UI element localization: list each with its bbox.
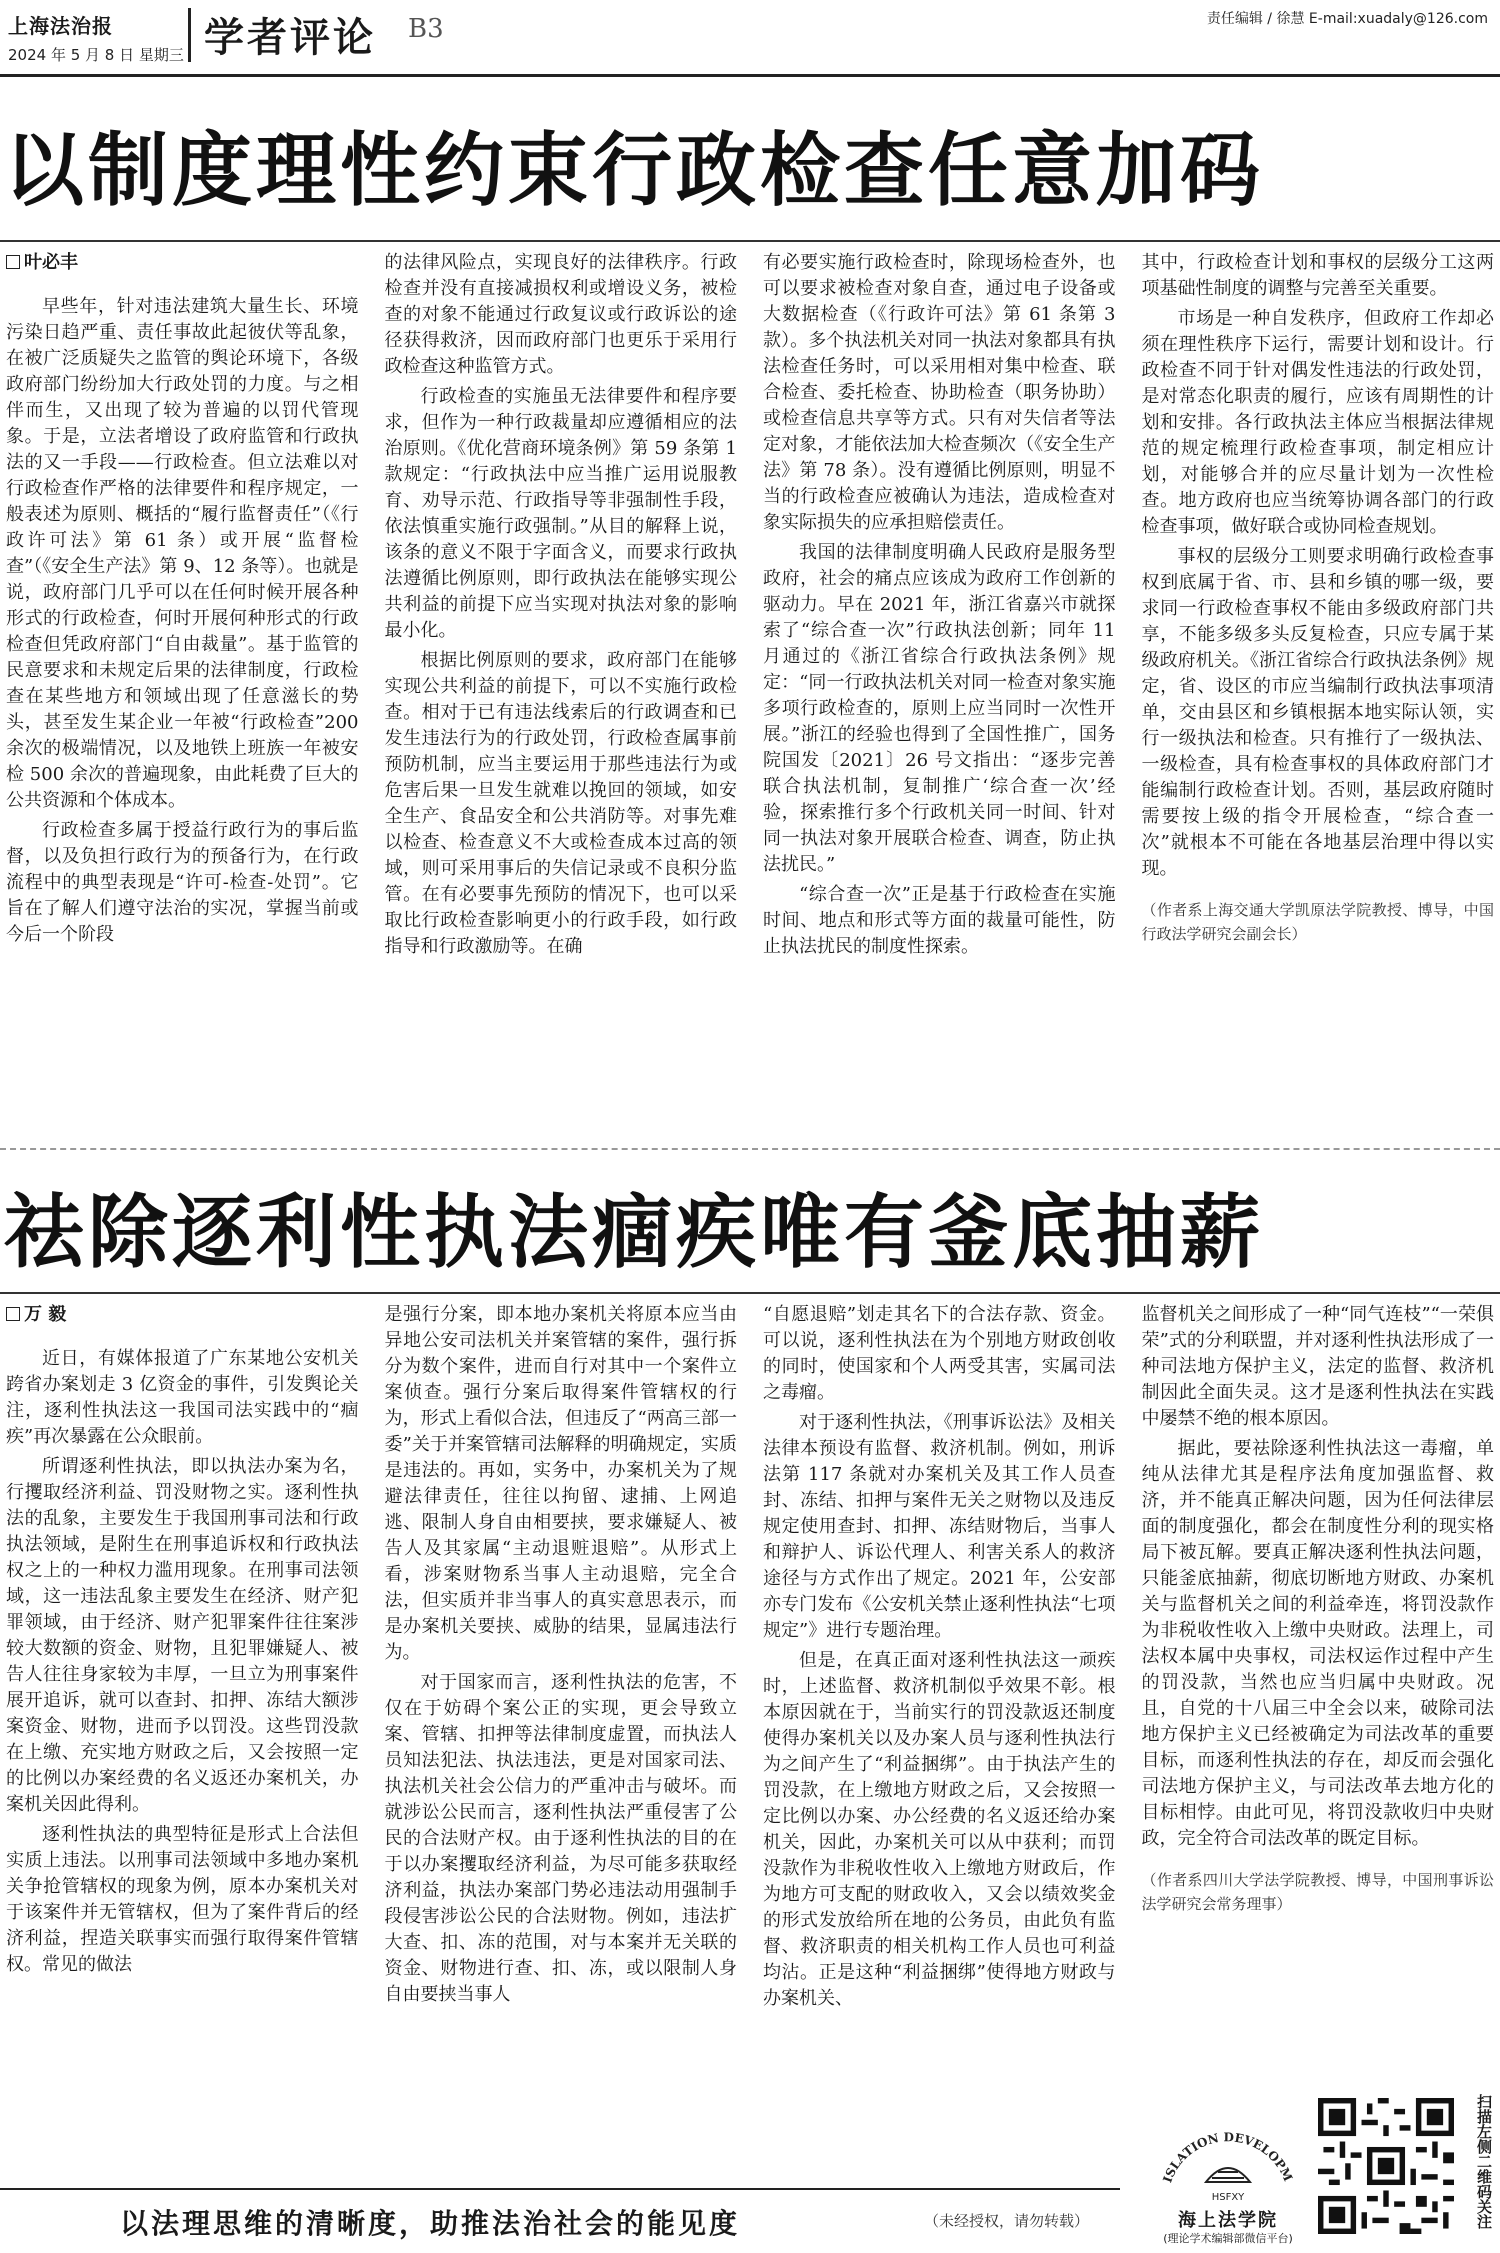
article-2-column-3 bbox=[763, 1302, 1116, 2172]
paragraph: 对于国家而言，逐利性执法的危害，不仅在于妨碍个案公正的实现，更会导致立案、管辖、扣押等法律制度虚置，而执法人员知法犯法、执法违法，更是对国家司法、执法机关社会公信力的严重冲击与破坏。而就涉讼公民而言，逐利性执法严重侵害了公民的合法财产权。由于逐利性执法的目的在于以办案攫取经济利益，为尽可能多获取经济利益，执法办案部门势必违法动用强制手段侵害涉讼公民的合法财物。例如，违法扩大查、扣、冻的范围，对与本案并无关联的资金、财物进行查、扣、冻，或以限制人身自由要挟当事人 bbox=[384, 1672, 737, 2005]
brand-name: 海上法学院 bbox=[1178, 2210, 1278, 2231]
article-1-column-3 bbox=[763, 250, 1116, 1150]
page-number: B3 bbox=[408, 14, 444, 44]
article-2-column-2 bbox=[385, 1302, 738, 2172]
paragraph: 行政检查多属于授益行政行为的事后监督，以及负担行政行为的预备行为，在行政流程中的典型表现是“许可-检查-处罚”。它旨在了解人们遵守法治的实况，掌握当前或今后一个阶段 bbox=[6, 820, 359, 945]
paragraph: 监督机关之间形成了一种“同气连枝”“一荣俱荣”式的分利联盟，并对逐利性执法形成了一种司法地方保护主义，法定的监督、救济机制因此全面失灵。这才是逐利性执法在实践中屡禁不绝的根本原因。 bbox=[1141, 1304, 1494, 1429]
paragraph: 据此，要祛除逐利性执法这一毒瘤，单纯从法律尤其是程序法角度加强监督、救济，并不能真正解决问题，因为任何法律层面的制度强化，都会在制度性分利的现实格局下被瓦解。要真正解决逐利性执法问题，只能釜底抽薪，彻底切断地方财政、办案机关与监督机关之间的利益牵连，将罚没款作为非税收性收入上缴中央财政。法理上，司法权本属中央事权，司法权运作过程中产生的罚没款，当然也应当归属中央财政。况且，自党的十八届三中全会以来，破除司法地方保护主义已经被确定为司法改革的重要目标，而逐利性执法的存在，却反而会强化司法地方保护主义，与司法改革去地方化的目标相悖。由此可见，将罚没款收归中央财政，完全符合司法改革的既定目标。 bbox=[1141, 1438, 1494, 1849]
article-1-column-1 bbox=[6, 250, 359, 1150]
author-name: 万 毅 bbox=[24, 1304, 67, 1325]
paragraph: 行政检查的实施虽无法律要件和程序要求，但作为一种行政裁量却应遵循相应的法治原则。《优化营商环境条例》第 59 条第 1 款规定：“行政执法中应当推广运用说服教育、劝导示范、行政指导等非强制性手段，依法慎重实施行政强制。”从目的解释上说，该条的意义不限于字面含义，而要求行政执法遵循比例原则，即行政执法在能够实现公共利益的前提下应当实现对执法对象的影响最小化。 bbox=[384, 386, 737, 641]
paragraph: 对于逐利性执法，《刑事诉讼法》及相关法律本预设有监督、救济机制。例如，刑诉法第 117 条就对办案机关及其工作人员查封、冻结、扣押与案件无关之财物以及违反规定使用查封、扣押、冻结财物后，当事人和辩护人、诉讼代理人、利害关系人的救济途径与方式作出了规定。2021 年，公安部亦专门发布《公安机关禁止逐利性执法“七项规定”》进行专题治理。 bbox=[763, 1412, 1116, 1641]
page-footer bbox=[0, 2186, 1500, 2253]
byline-box-icon bbox=[6, 255, 20, 269]
paragraph: 根据比例原则的要求，政府部门在能够实现公共利益的前提下，可以不实施行政检查。相对于已有违法线索后的行政调查和已发生违法行为的行政处罚，行政检查属事前预防机制，应当主要运用于那些违法行为或危害后果一旦发生就难以挽回的领域，如安全生产、食品安全和公共消防等。对事先难以检查、检查意义不大或检查成本过高的领域，则可采用事后的失信记录或不良积分监管。在有必要事先预防的情况下，也可以采取比行政检查影响更小的行政手段，如行政指导和行政激励等。在确 bbox=[384, 650, 737, 957]
paragraph: 所谓逐利性执法，即以执法办案为名，行攫取经济利益、罚没财物之实。逐利性执法的乱象，主要发生于我国刑事司法和行政执法领域，是附生在刑事追诉权和行政执法权之上的一种权力滥用现象。在刑事司法领域，这一违法乱象主要发生在经济、财产犯罪领域，由于经济、财产犯罪案件往往案涉较大数额的资金、财物，且犯罪嫌疑人、被告人往往身家较为丰厚，一旦立为刑事案件展开追诉，就可以查封、扣押、冻结大额涉案资金、财物，进而予以罚没。这些罚没款在上缴、充实地方财政之后，又会按照一定的比例以办案经费的名义返还办案机关，办案机关因此得利。 bbox=[6, 1456, 359, 1815]
headline-rule bbox=[0, 240, 1500, 242]
article-1-column-2 bbox=[385, 250, 738, 1150]
masthead-rule bbox=[0, 74, 1500, 77]
footer-slogan: 以法理思维的清晰度，助推法治社会的能见度 bbox=[120, 2207, 741, 2240]
paragraph: “自愿退赔”划走其名下的合法存款、资金。可以说，逐利性执法在为个别地方财政创收的同时，使国家和个人两受其害，实属司法之毒瘤。 bbox=[763, 1304, 1116, 1403]
paragraph: 我国的法律制度明确人民政府是服务型政府，社会的痛点应该成为政府工作创新的驱动力。早在 2021 年，浙江省嘉兴市就探索了“综合查一次”行政执法创新；同年 11 月通过的《浙江省综合行政执法条例》规定：“同一行政执法机关对同一检查对象实施多项行政检查的，原则上应当同时一次性开展。”浙江的经验也得到了全国性推广，国务院国发〔2021〕26 号文指出：“逐步完善联合执法机制，复制推广‘综合查一次’经验，探索推行多个行政机关同一时间、针对同一执法对象开展联合检查、调查，防止执法扰民。” bbox=[763, 542, 1116, 875]
author-name: 叶必丰 bbox=[24, 252, 78, 273]
author-note: （作者系上海交通大学凯原法学院教授、博导，中国行政法学研究会副会长） bbox=[1141, 901, 1494, 943]
paragraph: 市场是一种自发秩序，但政府工作却必须在理性秩序下运行，需要计划和设计。行政检查不同于针对偶发性违法的行政处罚，是对常态化职责的履行，应该有周期性的计划和安排。各行政执法主体应当根据法律规范的规定梳理行政检查事项，制定相应计划，对能够合并的应尽量计划为一次性检查。地方政府也应当统筹协调各部门的行政检查事项，做好联合或协同检查规划。 bbox=[1141, 308, 1494, 537]
paragraph: “综合查一次”正是基于行政检查在实施时间、地点和形式等方面的裁量可能性，防止执法扰民的制度性探索。 bbox=[763, 884, 1116, 957]
section-title: 学者评论 bbox=[204, 15, 376, 61]
article-divider bbox=[0, 1148, 1500, 1150]
seal-arc-text: ISLATION DEVELOPM bbox=[1160, 2130, 1296, 2185]
paragraph: 事权的层级分工则要求明确行政检查事权到底属于省、市、县和乡镇的哪一级，要求同一行政检查事权不能由多级政府部门共享，不能多级多头反复检查，只应专属于某级政府机关。《浙江省综合行政执法条例》规定，省、设区的市应当编制行政执法事项清单，交由县区和乡镇根据本地实际认领，实行一级执法和检查。只有推行了一级执法、一级检查，具有检查事权的具体政府部门才能编制行政检查计划。否则，基层政府随时需要按上级的指令开展检查，“综合查一次”就根本不可能在各地基层治理中得以实现。 bbox=[1141, 546, 1494, 879]
article-2 bbox=[0, 1160, 1500, 2180]
paragraph: 早些年，针对违法建筑大量生长、环境污染日趋严重、责任事故此起彼伏等乱象，在被广泛质疑失之监管的舆论环境下，各级政府部门纷纷加大行政处罚的力度。与之相伴而生，又出现了较为普遍的以罚代管现象。于是，立法者增设了政府监管和行政执法的又一手段——行政检查。但立法难以对行政检查作严格的法律要件和程序规定，一般表述为原则、概括的“履行监督责任”（《行政许可法》第 61 条）或开展“监督检查”（《安全生产法》第 9、12 条等）。也就是说，政府部门几乎可以在任何时候开展各种形式的行政检查，何时开展何种形式的行政检查但凭政府部门“自由裁量”。基于监管的民意要求和未规定后果的法律制度，行政检查在某些地方和领域出现了任意滋长的势头，甚至发生某企业一年被“行政检查”200 余次的极端情况，以及地铁上班族一年被安检 500 余次的普遍现象，由此耗费了巨大的公共资源和个体成本。 bbox=[6, 296, 359, 811]
paragraph: 的法律风险点，实现良好的法律秩序。行政检查并没有直接减损权利或增设义务，被检查的对象不能通过行政复议或行政诉讼的途径获得救济，因而政府部门也更乐于采用行政检查这种监管方式。 bbox=[384, 252, 737, 377]
copyright-notice: （未经授权，请勿转载） bbox=[924, 2212, 1090, 2230]
paragraph: 近日，有媒体报道了广东某地公安机关跨省办案划走 3 亿资金的事件，引发舆论关注，逐利性执法这一我国司法实践中的“痼疾”再次暴露在公众眼前。 bbox=[6, 1348, 359, 1447]
paragraph: 但是，在真正面对逐利性执法这一顽疾时，上述监督、救济机制似乎效果不彰。根本原因就在于，当前实行的罚没款返还制度使得办案机关以及办案人员与逐利性执法行为之间产生了“利益捆绑”。由于执法产生的罚没款，在上缴地方财政之后，又会按照一定比例以办案、办公经费的名义返还给办案机关，因此，办案机关可以从中获利；而罚没款作为非税收性收入上缴地方财政后，作为地方可支配的财政收入，又会以绩效奖金的形式发放给所在地的公务员，由此负有监督、救济职责的相关机构工作人员也可利益均沾。正是这种“利益捆绑”使得地方财政与办案机关、 bbox=[763, 1650, 1116, 2009]
masthead-divider bbox=[188, 8, 191, 62]
svg-text:LEGISLATION DEVELOPMENT bbox=[1148, 2094, 1295, 2185]
qr-caption: 扫描左侧二维码关注 bbox=[1475, 2094, 1493, 2229]
article-1-column-4 bbox=[1142, 250, 1495, 1150]
byline-box-icon bbox=[6, 1307, 20, 1321]
paragraph: 其中，行政检查计划和事权的层级分工这两项基础性制度的调整与完善至关重要。 bbox=[1141, 252, 1494, 299]
newspaper-logo: 上海法治报 bbox=[8, 14, 113, 38]
article-1-columns bbox=[0, 250, 1500, 1150]
article-2-headline: 祛除逐利性执法痼疾唯有釜底抽薪 bbox=[4, 1186, 1264, 1279]
editor-info: 责任编辑 / 徐慧 E-mail:xuadaly@126.com bbox=[1206, 11, 1488, 27]
article-2-byline bbox=[6, 1302, 359, 1328]
article-1 bbox=[0, 86, 1500, 1146]
seal-inner-text: HSFXY bbox=[1211, 2192, 1245, 2203]
paragraph: 是强行分案，即本地办案机关将原本应当由异地公安司法机关并案管辖的案件，强行拆分为数个案件，进而自行对其中一个案件立案侦查。强行分案后取得案件管辖权的行为，形式上看似合法，但违反了“两高三部一委”关于并案管辖司法解释的明确规定，实质是违法的。再如，实务中，办案机关为了规避法律责任，往往以拘留、逮捕、上网追逃、限制人身自由相要挟，要求嫌疑人、被告人及其家属“主动退赃退赔”。从形式上看，涉案财物系当事人主动退赔，完全合法，但实质并非当事人的真实意思表示，而是办案机关要挟、威胁的结果，显属违法行为。 bbox=[384, 1304, 737, 1663]
brand-subtitle: (理论学术编辑部微信平台) bbox=[1163, 2232, 1293, 2245]
article-2-column-4 bbox=[1142, 1302, 1495, 2172]
article-2-columns bbox=[0, 1302, 1500, 2172]
article-1-headline: 以制度理性约束行政检查任意加码 bbox=[4, 124, 1264, 217]
issue-date: 2024 年 5 月 8 日 星期三 bbox=[8, 46, 184, 64]
masthead bbox=[0, 0, 1500, 78]
paragraph: 逐利性执法的典型特征是形式上合法但实质上违法。以刑事司法领域中多地办案机关争抢管辖权的现象为例，原本办案机关对于该案件并无管辖权，但为了案件背后的经济利益，捏造关联事实而强行取得案件管辖权。常见的做法 bbox=[6, 1824, 359, 1975]
article-1-byline bbox=[6, 250, 359, 276]
footer-rule bbox=[0, 2188, 1120, 2190]
article-2-column-1 bbox=[6, 1302, 359, 2172]
headline-rule bbox=[0, 1292, 1500, 1294]
paragraph: 有必要实施行政检查时，除现场检查外，也可以要求被检查对象自查，通过电子设备或大数据检查（《行政许可法》第 61 条第 3 款）。多个执法机关对同一执法对象都具有执法检查任务时，可以采用相对集中检查、联合检查、委托检查、协助检查（职务协助）或检查信息共享等方式。只有对失信者等法定对象，才能依法加大检查频次（《安全生产法》第 78 条）。没有遵循比例原则，明显不当的行政检查应被确认为违法，造成检查对象实际损失的应承担赔偿责任。 bbox=[763, 252, 1116, 533]
author-note: （作者系四川大学法学院教授、博导，中国刑事诉讼法学研究会常务理事） bbox=[1141, 1871, 1494, 1913]
